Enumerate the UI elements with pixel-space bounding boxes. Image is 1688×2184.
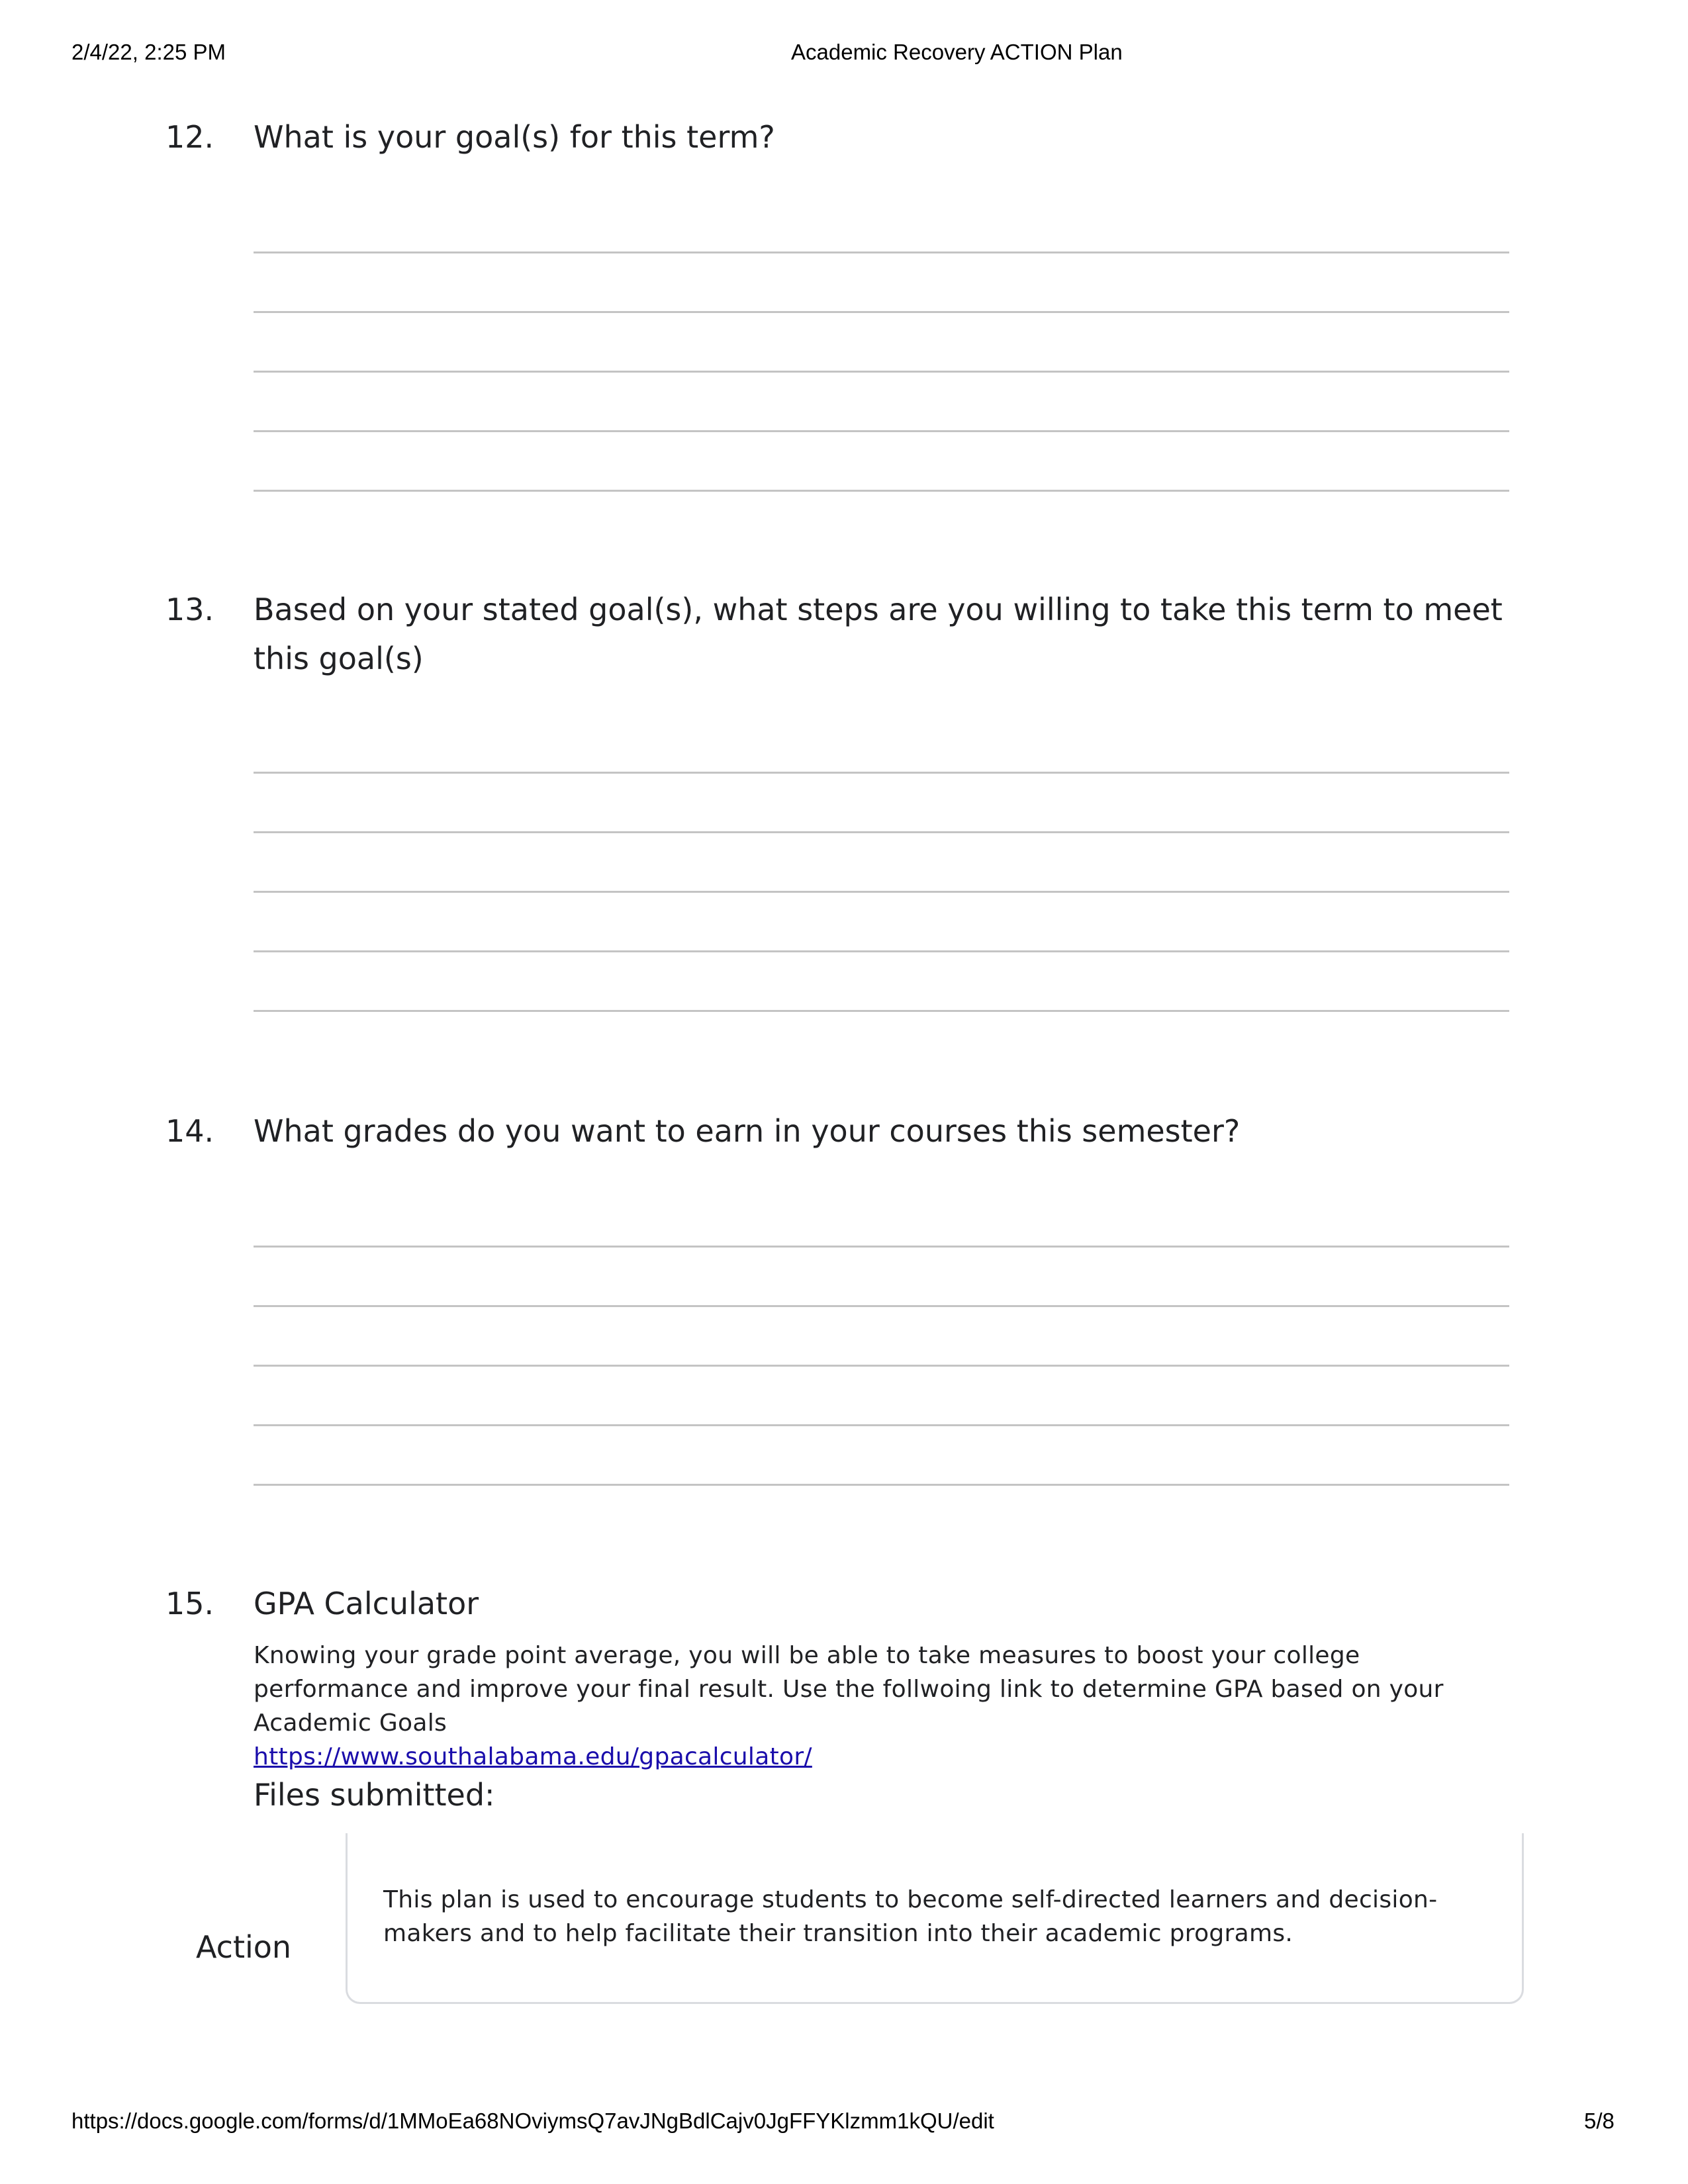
question-title: GPA Calculator: [254, 1586, 479, 1621]
question-number: 14.: [165, 1113, 214, 1149]
question-number: 12.: [165, 119, 214, 155]
answer-lines[interactable]: [254, 772, 1509, 1010]
answer-line: [254, 831, 1509, 833]
answer-line: [254, 311, 1509, 313]
print-datetime: 2/4/22, 2:25 PM: [71, 40, 226, 64]
answer-line: [254, 371, 1509, 373]
answer-line: [254, 950, 1509, 952]
print-url: https://docs.google.com/forms/d/1MMoEa68NOviymsQ7avJNgBdlCajv0JgFFYKlzmm1kQU/edit: [71, 2109, 994, 2133]
question-title: What is your goal(s) for this term?: [254, 119, 775, 155]
question-number: 13.: [165, 592, 214, 627]
section-description-card: [346, 1833, 1524, 2004]
answer-line: [254, 1365, 1509, 1367]
gpa-calculator-link[interactable]: https://www.southalabama.edu/gpacalculator/: [254, 1743, 812, 1770]
answer-line: [254, 1424, 1509, 1426]
question-description: [254, 1639, 1511, 1774]
answer-lines[interactable]: [254, 1246, 1509, 1484]
answer-line: [254, 430, 1509, 432]
page-number: 5/8: [1584, 2109, 1615, 2133]
answer-line: [254, 1246, 1509, 1248]
question-title: What grades do you want to earn in your courses this semester?: [254, 1113, 1241, 1149]
question-number: 15.: [165, 1586, 214, 1621]
answer-line: [254, 891, 1509, 893]
answer-line: [254, 1010, 1509, 1012]
section-description: This plan is used to encourage students to become self-directed learners and decision-makers and to help facilitate their transition into their academic programs.: [383, 1886, 1438, 1947]
answer-lines[interactable]: [254, 251, 1509, 490]
answer-line: [254, 490, 1509, 492]
question-title: Based on your stated goal(s), what steps are you willing to take this term to meet this goal(s): [254, 592, 1503, 676]
files-submitted-label: Files submitted:: [254, 1777, 495, 1813]
answer-line: [254, 1305, 1509, 1307]
print-title: Academic Recovery ACTION Plan: [791, 40, 1123, 64]
description-text: Knowing your grade point average, you will be able to take measures to boost your college performance and improve your final result. Use the follwoing link to determine GPA based on your Academic Goals: [254, 1642, 1444, 1737]
section-label-action: Action: [196, 1929, 292, 1965]
answer-line: [254, 772, 1509, 774]
answer-line: [254, 251, 1509, 253]
answer-line: [254, 1484, 1509, 1486]
